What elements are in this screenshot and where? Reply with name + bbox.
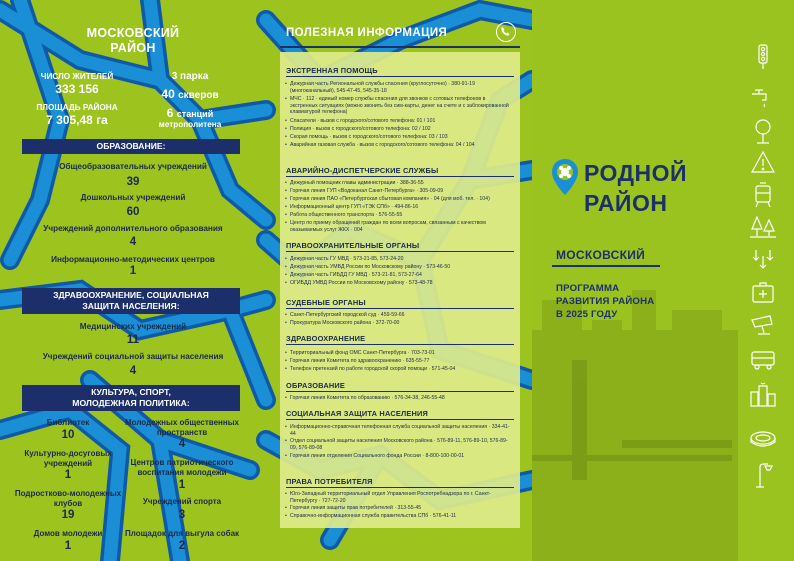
- contact-item: • Аварийная газовая служба · вызов с городского/сотового телефона: 04 / 104: [290, 142, 514, 149]
- squares-number: 40: [161, 87, 175, 101]
- section-title-healthcare: ЗДРАВООХРАНЕНИЕ: [286, 334, 366, 343]
- health-band-line1: ЗДРАВООХРАНЕНИЕ, СОЦИАЛЬНАЯ: [53, 290, 209, 300]
- road-sign-icon: [748, 150, 778, 176]
- contact-item: • Прокуратура Московского района · 372-70-00: [290, 320, 514, 327]
- culture-cell-value-6: 1: [64, 540, 72, 552]
- tree-icon: [748, 118, 778, 144]
- section-title-consumer: ПРАВА ПОТРЕБИТЕЛЯ: [286, 477, 373, 486]
- edu-row-label-3: Информационно-методических центров: [51, 255, 215, 264]
- contact-item: • Информационно-справочная телефонная служба социальной защиты населения · 334-41-44: [290, 424, 514, 437]
- edu-row-value-1: 60: [126, 206, 140, 218]
- program-title-line1: ПРОГРАММА: [556, 283, 620, 294]
- squares-word: скверов: [178, 90, 219, 101]
- service-icons-strip: [738, 0, 794, 561]
- edu-row-label-0: Общеобразовательных учреждений: [59, 162, 207, 171]
- edu-row-label-2: Учреждений дополнительного образования: [43, 224, 223, 233]
- district-title-line1: МОСКОВСКИЙ: [86, 26, 180, 40]
- health-row-label-0: Медицинских учреждений: [79, 322, 187, 331]
- area-label: ПЛОЩАДЬ РАЙОНА: [36, 103, 118, 112]
- culture-cell-value-3: 1: [178, 479, 186, 491]
- contact-item: • Горячая линия отделения Социального фонда России · 8-800-100-00-01: [290, 453, 514, 460]
- culture-cell-label-6: Домов молодежи: [33, 529, 103, 538]
- culture-cell-label-2: Культурно-досуговых учреждений: [24, 449, 112, 468]
- culture-cell-label-3: Центров патриотического воспитания молодежи: [130, 458, 234, 477]
- tram-icon: [748, 182, 778, 208]
- section-divider: [286, 251, 514, 252]
- street-lamp-icon: [748, 462, 778, 488]
- edu-row-value-3: 1: [129, 265, 137, 277]
- culture-cell-value-4: 19: [61, 509, 75, 521]
- contact-item: • Спасатели · вызов с городского/сотового телефона: 01 / 101: [290, 118, 514, 125]
- area-value: 7 305,48 га: [46, 113, 108, 127]
- contact-item: • Дежурный помощник главы администрации · 388-36-55: [290, 180, 514, 187]
- contact-item: • Горячая линия ПАО «Петербургская сбытовая компания» · 04 (для моб. тел. · 104): [290, 196, 514, 203]
- trees-icon: [748, 214, 778, 240]
- section-title-dispatch: АВАРИЙНО-ДИСПЕТЧЕРСКИЕ СЛУЖБЫ: [286, 166, 439, 175]
- contact-item: • Телефон претензий по работе городской скорой помощи · 571-45-04: [290, 366, 514, 373]
- culture-band: [22, 385, 240, 411]
- section-divider: [286, 344, 514, 345]
- logo-text-line2: РАЙОН: [584, 190, 668, 216]
- contacts-list: [266, 0, 532, 561]
- metro-count: 6: [166, 106, 174, 120]
- health-row-value-0: 11: [126, 334, 140, 346]
- contact-item: • Скорая помощь · вызов с городского/сотового телефона: 03 / 103: [290, 134, 514, 141]
- stadium-icon: [748, 426, 778, 452]
- section-divider: [286, 487, 514, 488]
- cctv-camera-icon: [748, 312, 778, 338]
- section-title-education: ОБРАЗОВАНИЕ: [286, 381, 346, 390]
- culture-band-line1: КУЛЬТУРА, СПОРТ,: [91, 387, 171, 397]
- faucet-icon: [748, 84, 778, 110]
- contact-item: • Информационный центр ГУП «ТЭК СПб» · 494-86-16: [290, 204, 514, 211]
- culture-cell-value-1: 4: [178, 438, 186, 450]
- section-divider: [286, 391, 514, 392]
- contact-item: • Горячая линия Комитета по образованию · 576-34-38, 246-55-48: [290, 395, 514, 402]
- contact-item: • Санкт-Петербургский городской суд · 459-59-66: [290, 312, 514, 319]
- district-stats-panel: [0, 0, 266, 561]
- section-title-courts: СУДЕБНЫЕ ОРГАНЫ: [286, 298, 366, 307]
- culture-cell-label-1: Молодежных общественных пространств: [124, 418, 240, 437]
- metro-label: метрополитена: [158, 120, 222, 129]
- contact-item: • Горячая линия защиты прав потребителей · 313-55-45: [290, 505, 514, 512]
- culture-cell-value-7: 2: [178, 540, 186, 552]
- logo-text-line1: РОДНОЙ: [584, 160, 688, 186]
- education-band: ОБРАЗОВАНИЕ:: [22, 139, 240, 154]
- district-title-line2: РАЙОН: [110, 41, 156, 55]
- health-band-line2: ЗАЩИТА НАСЕЛЕНИЯ:: [82, 301, 180, 311]
- contact-item: • Горячая линия Комитета по здравоохранению · 635-55-77: [290, 358, 514, 365]
- contact-item: • Отдел социальной защиты населения Московского района · 576-89-11, 576-89-10, 576-89-09, 576-89-08: [290, 438, 514, 451]
- contact-item: • Дежурная часть ГИБДД ГУ МВД · 573-21-81, 573-27-64: [290, 272, 514, 279]
- contact-item: • ОГИБДД УМВД России по Московскому району · 573-48-78: [290, 280, 514, 287]
- arrows-down-icon: [748, 246, 778, 272]
- population-value: 333 156: [55, 82, 99, 96]
- metro-word: станций: [176, 109, 214, 119]
- culture-cell-label-5: Учреждений спорта: [142, 497, 222, 506]
- health-row-value-1: 4: [129, 365, 137, 377]
- contact-item: • МЧС · 112 · единый номер службы спасения для звонков с сотовых телефонов в экстренных ситуациях (можно звонить без сим-карты, денег на счете и с заблокированной клавиатурой телефона): [290, 96, 514, 116]
- section-title-law: ПРАВООХРАНИТЕЛЬНЫЕ ОРГАНЫ: [286, 241, 420, 250]
- bus-icon: [748, 346, 778, 372]
- culture-cell-value-2: 1: [64, 469, 72, 481]
- section-divider: [286, 419, 514, 420]
- city-buildings-icon: [748, 382, 778, 408]
- contact-item: • Дежурная часть УМВД России по Московскому району · 573-46-50: [290, 264, 514, 271]
- culture-cell-label-0: Библиотек: [46, 418, 90, 427]
- contact-item: • Работа общественного транспорта · 576-55-55: [290, 212, 514, 219]
- contact-item: • Полиция · вызов с городского/сотового телефона: 02 / 102: [290, 126, 514, 133]
- program-title-line3: В 2025 ГОДУ: [556, 309, 618, 320]
- squares-count: [140, 88, 240, 102]
- section-divider: [286, 76, 514, 77]
- contact-item: • Горячая линия ГУП «Водоканал Санкт-Петербурга» · 305-09-09: [290, 188, 514, 195]
- traffic-light-icon: [748, 44, 778, 70]
- contact-item: • Дежурная часть Региональной службы спасения (круглосуточно) · 380-91-19 (многоканальный), 545-47-45, 545-35-18: [290, 81, 514, 94]
- culture-cell-label-4: Подростково-молодежных клубов: [14, 489, 122, 508]
- district-name: МОСКОВСКИЙ: [556, 248, 646, 262]
- metro-number: [140, 107, 240, 121]
- parks-count: 3 парка: [171, 71, 209, 82]
- section-title-emergency: ЭКСТРЕННАЯ ПОМОЩЬ: [286, 66, 378, 75]
- culture-cell-value-5: 3: [178, 509, 186, 521]
- logo-pin-icon: [550, 157, 580, 197]
- population-label: ЧИСЛО ЖИТЕЛЕЙ: [40, 72, 114, 81]
- contact-item: • Юго-Западный территориальный отдел Управления Роспотребнадзора по г. Санкт-Петербургу · 727-72-20: [290, 491, 514, 504]
- section-divider: [286, 308, 514, 309]
- culture-band-line2: МОЛОДЕЖНАЯ ПОЛИТИКА:: [72, 398, 190, 408]
- section-title-social: СОЦИАЛЬНАЯ ЗАЩИТА НАСЕЛЕНИЯ: [286, 409, 429, 418]
- useful-info-title: ПОЛЕЗНАЯ ИНФОРМАЦИЯ: [286, 27, 448, 39]
- contact-item: • Территориальный фонд ОМС Санкт-Петербурга · 703-73-01: [290, 350, 514, 357]
- health-band: [22, 288, 240, 314]
- edu-row-label-1: Дошкольных учреждений: [80, 193, 186, 202]
- edu-row-value-0: 39: [126, 176, 140, 188]
- contact-item: • Справочно-информационная служба правительства СПб · 576-41-11: [290, 513, 514, 520]
- culture-cell-value-0: 10: [61, 429, 75, 441]
- contact-item: • Дежурная часть ГУ МВД · 573-21-85, 573-24-20: [290, 256, 514, 263]
- culture-cell-label-7: Площадок для выгула собак: [124, 529, 240, 538]
- section-divider: [286, 176, 514, 177]
- contact-item: • Центр по приему обращений граждан по всем вопросам, связанным с качеством оказываемых услуг ЖКХ · 004: [290, 220, 514, 233]
- first-aid-icon: [748, 280, 778, 306]
- edu-row-value-2: 4: [129, 236, 137, 248]
- program-title-line2: РАЗВИТИЯ РАЙОНА: [556, 296, 655, 307]
- health-row-label-1: Учреждений социальной защиты населения: [42, 352, 224, 361]
